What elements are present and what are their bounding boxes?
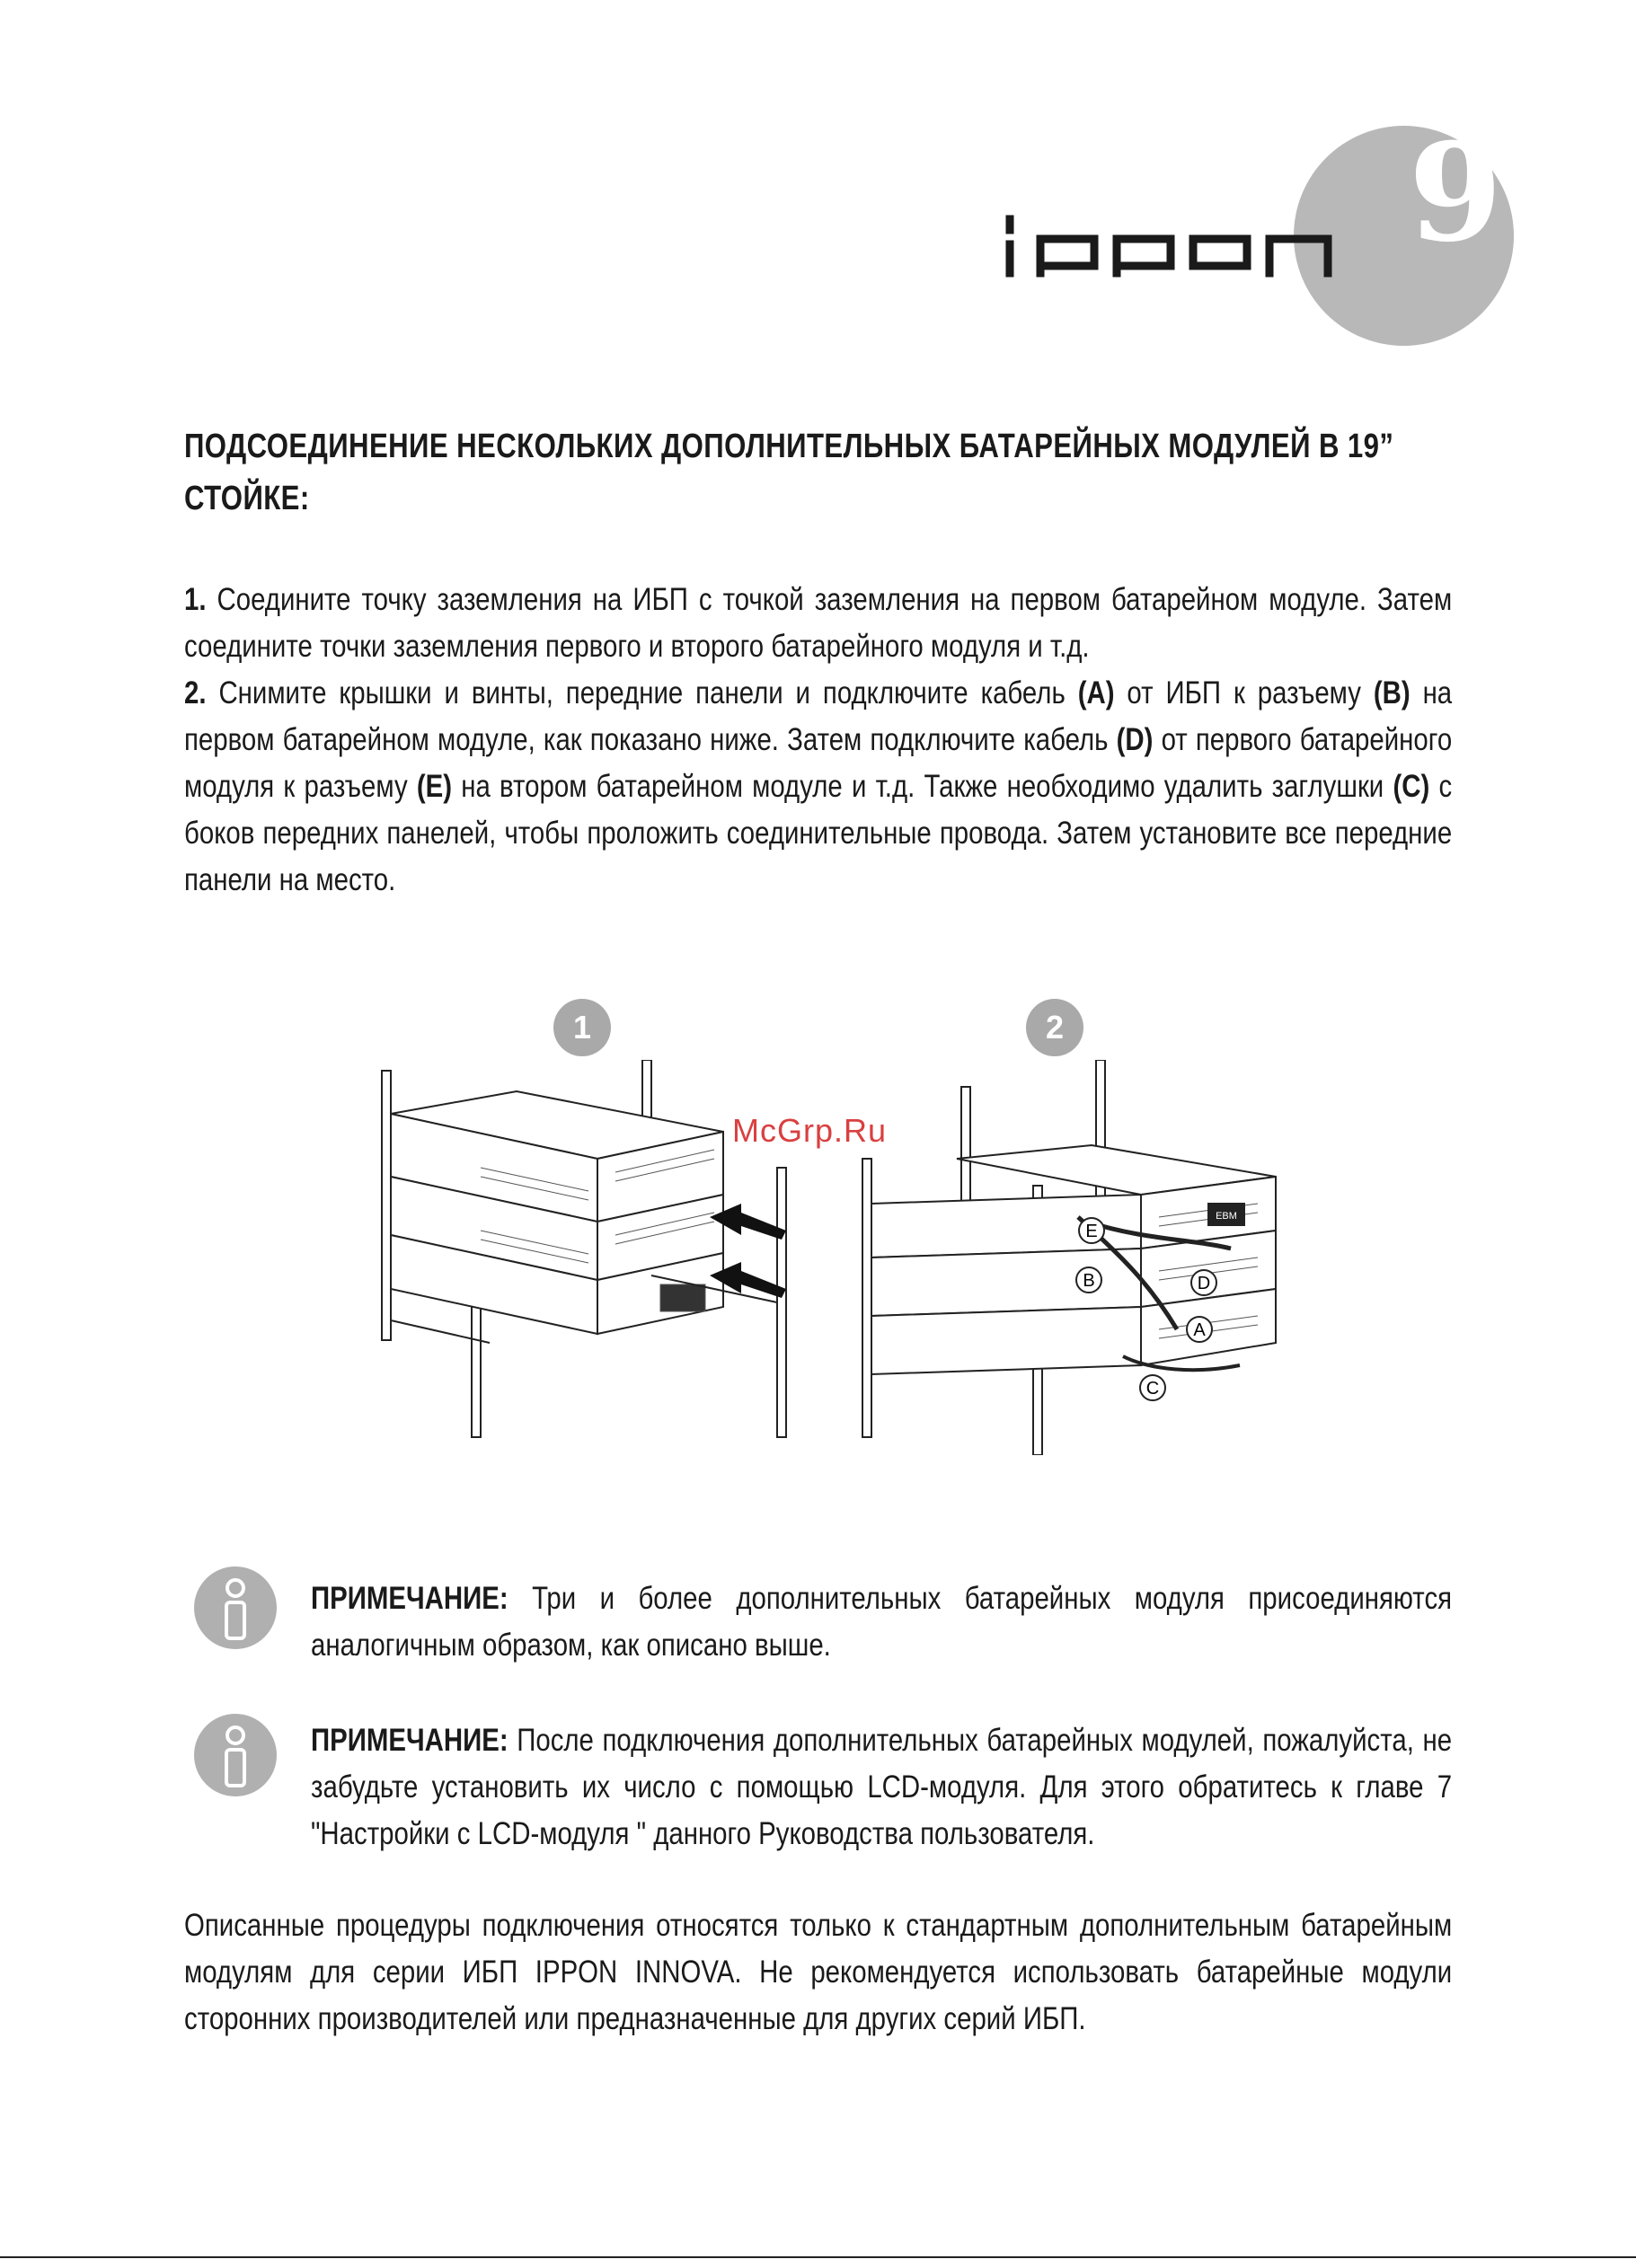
section-heading [184, 420, 1451, 525]
callout-c: C [1145, 1379, 1160, 1399]
note-1-label: ПРИМЕЧАНИЕ: [311, 1581, 508, 1616]
step-2-text-4: от первого батарейного модуля к разъему [184, 722, 1453, 804]
cable-a-ref: (A) [1077, 675, 1115, 710]
closing-paragraph [184, 1902, 1451, 2043]
ippon-logo [1004, 214, 1346, 278]
callout-d: D [1197, 1274, 1211, 1293]
info-icon [192, 1565, 279, 1651]
cable-d-ref: (D) [1116, 722, 1154, 757]
callout-b: B [1083, 1271, 1095, 1291]
section-heading-line1: ПОДСОЕДИНЕНИЕ НЕСКОЛЬКИХ ДОПОЛНИТЕЛЬНЫХ БАТАРЕЙНЫХ МОДУЛЕЙ В 19” [184, 428, 1394, 465]
info-icon [192, 1712, 279, 1798]
connector-b-ref: (B) [1373, 675, 1410, 710]
step-2-text-3: на первом батарейном модуле, как показано ниже. Затем подключите кабель [184, 675, 1453, 757]
closing-text: Описанные процедуры подключения относятся только к стандартным дополнительным батарейным модулям для серии ИБП IPPON INNOVA. Не рекомендуется использовать батарейные модули сторонних производителей или предназначенные для других серий ИБП. [184, 1908, 1453, 2036]
callout-e: E [1085, 1222, 1098, 1241]
figure-2-badge: 2 [1026, 999, 1083, 1056]
note-2 [311, 1717, 1452, 1858]
step-2 [184, 670, 1451, 904]
watermark: McGrp.Ru [732, 1112, 888, 1149]
bottom-rule [0, 2256, 1636, 2258]
step-1-text: Соедините точку заземления на ИБП с точкой заземления на первом батарейном модуле. Затем соедините точки заземления первого и второго батарейного модуля и т.д. [184, 582, 1453, 664]
step-2-text-5: на втором батарейном модуле и т.д. Также необходимо удалить заглушки [461, 769, 1384, 804]
step-2-text-6: с боков передних панелей, чтобы проложить соединительные провода. Затем установите все передние панели на место. [184, 769, 1453, 897]
note-1-text: Три и более дополнительных батарейных модуля присоединяются аналогичным образом, как описано выше. [311, 1581, 1453, 1663]
step-2-text-2: от ИБП к разъему [1127, 675, 1361, 710]
connector-e-ref: (E) [416, 769, 453, 804]
ebm-label: EBM [1216, 1211, 1237, 1222]
figure-1-badge: 1 [553, 999, 611, 1056]
step-2-text-1: Снимите крышки и винты, передние панели и подключите кабель [218, 675, 1066, 710]
note-2-text: После подключения дополнительных батарейных модулей, пожалуйста, не забудьте установить их число с помощью LCD-модуля. Для этого обратитесь к главе 7 "Настройки с LCD-модуля " данного Руководства пользователя. [311, 1723, 1453, 1851]
note-2-label: ПРИМЕЧАНИЕ: [311, 1723, 508, 1758]
callout-a: A [1193, 1320, 1206, 1340]
figure-2-cabling-illustration [853, 1060, 1312, 1455]
page-number: 9 [1408, 114, 1503, 272]
step-1-number: 1. [184, 582, 207, 617]
step-1 [184, 577, 1451, 670]
note-1 [311, 1575, 1452, 1669]
plug-c-ref: (C) [1393, 769, 1430, 804]
section-heading-line2: СТОЙКЕ: [184, 480, 310, 517]
step-2-number: 2. [184, 675, 207, 710]
